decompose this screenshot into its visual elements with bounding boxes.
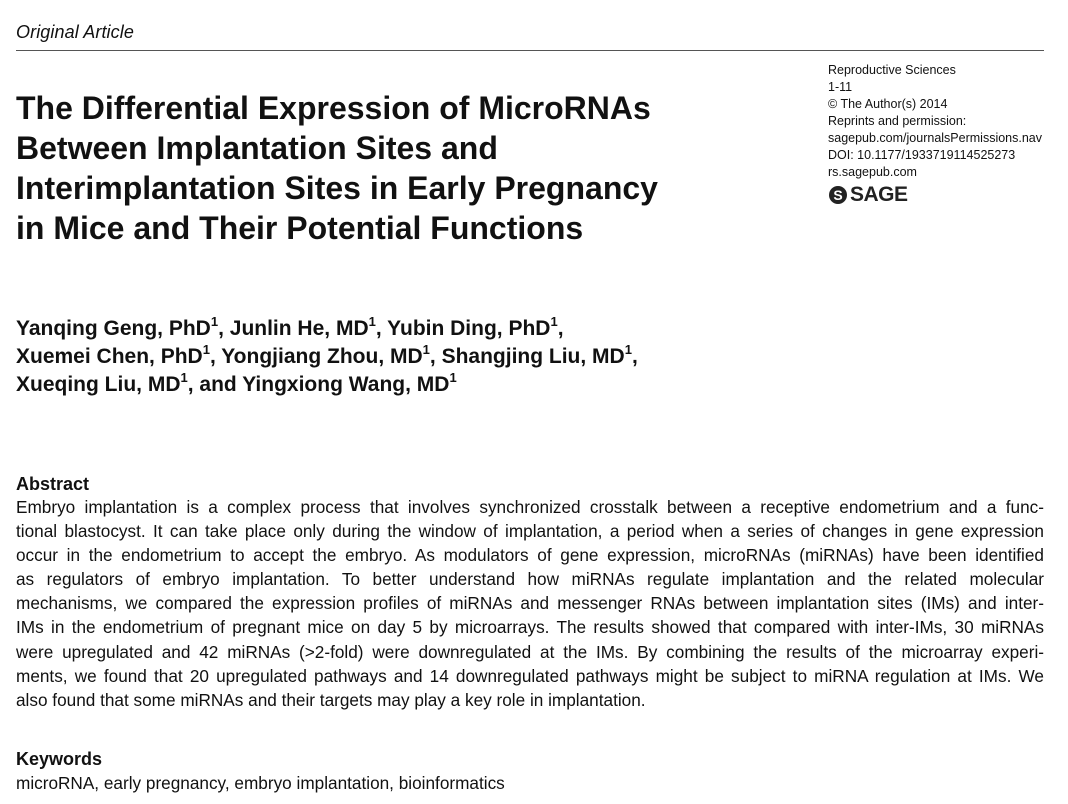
abstract-line: mechanisms, we compared the expression profiles of miRNAs and messenger RNAs between implantation sites (IMs) and inter-	[16, 593, 1044, 614]
affiliation-mark: 1	[210, 314, 219, 329]
author-name: Junlin He, MD	[229, 317, 369, 340]
sage-s-circle-icon	[828, 185, 848, 205]
author-separator: ,	[429, 345, 442, 368]
author-name: Yanqing Geng, PhD	[16, 317, 211, 340]
journal-info-block	[828, 62, 1058, 206]
title-line: in Mice and Their Potential Functions	[16, 210, 584, 246]
abstract-line: IMs in the endometrium of pregnant mice on day 5 by microarrays. The results showed that compared with inter-IMs, 30 miRNAs	[16, 617, 1044, 638]
abstract-line: occur in the endometrium to accept the embryo. As modulators of gene expression, microRNAs (miRNAs) have been identified	[16, 545, 1044, 566]
section-label: Original Article	[16, 22, 134, 42]
header-divider	[16, 50, 1044, 51]
abstract-line: tional blastocyst. It can take place only during the window of implantation, a period when a series of changes in gene expression	[16, 521, 1044, 542]
doi[interactable]: DOI: 10.1177/1933719114525273	[828, 148, 1016, 162]
sage-logo	[828, 184, 1058, 206]
affiliation-mark: 1	[202, 342, 210, 357]
author-line	[16, 343, 916, 371]
affiliation-mark: 1	[550, 314, 558, 329]
author-separator: , and	[187, 373, 243, 396]
author-list	[16, 315, 916, 399]
abstract-line: also found that some miRNAs and their targets may play a key role in implantation.	[16, 689, 646, 710]
title-line: Interimplantation Sites in Early Pregnancy	[16, 170, 658, 206]
keywords-list: microRNA, early pregnancy, embryo implantation, bioinformatics	[16, 773, 505, 793]
permissions-link[interactable]: sagepub.com/journalsPermissions.nav	[828, 131, 1042, 145]
affiliation-mark: 1	[368, 314, 376, 329]
affiliation-mark: 1	[449, 370, 457, 385]
abstract-heading: Abstract	[16, 474, 90, 494]
journal-name: Reproductive Sciences	[828, 63, 956, 77]
author-name: Xuemei Chen, PhD	[16, 345, 203, 368]
affiliation-mark: 1	[624, 342, 632, 357]
author-name: Shangjing Liu, MD	[441, 345, 625, 368]
author-line	[16, 371, 916, 399]
abstract-line: as regulators of embryo implantation. To better understand how miRNAs regulate implantation and the related molecular	[16, 569, 1044, 590]
keywords-heading: Keywords	[16, 749, 103, 769]
abstract-line: Embryo implantation is a complex process that involves synchronized crosstalk between a receptive endometrium and a func-	[16, 497, 1044, 517]
affiliation-mark: 1	[422, 342, 430, 357]
title-line: Between Implantation Sites and	[16, 130, 498, 166]
author-name: Xueqing Liu, MD	[16, 373, 181, 396]
affiliation-mark: 1	[180, 370, 188, 385]
sage-logo-text: SAGE	[850, 183, 908, 206]
reprints-label: Reprints and permission:	[828, 114, 967, 128]
author-separator: ,	[375, 317, 388, 340]
author-name: Yongjiang Zhou, MD	[221, 345, 423, 368]
abstract-body	[16, 495, 1044, 712]
copyright-line: © The Author(s) 2014	[828, 97, 948, 111]
author-separator: ,	[209, 345, 222, 368]
abstract-line: were upregulated and 42 miRNAs (>2-fold) were downregulated at the IMs. By combining the results of the microarray experi-	[16, 641, 1044, 662]
author-separator: ,	[218, 317, 230, 340]
svg-text:S: S	[833, 187, 843, 203]
author-separator: ,	[631, 345, 638, 368]
author-name: Yingxiong Wang, MD	[242, 373, 450, 396]
article-title	[16, 88, 776, 248]
author-name: Yubin Ding, PhD	[387, 317, 551, 340]
author-separator: ,	[557, 317, 564, 340]
author-line	[16, 315, 916, 343]
title-line: The Differential Expression of MicroRNAs	[16, 90, 651, 126]
journal-site-link[interactable]: rs.sagepub.com	[828, 165, 917, 179]
abstract-line: ments, we found that 20 upregulated pathways and 14 downregulated pathways might be subject to miRNA regulation at IMs. We	[16, 665, 1044, 686]
page-range: 1-11	[828, 80, 853, 94]
